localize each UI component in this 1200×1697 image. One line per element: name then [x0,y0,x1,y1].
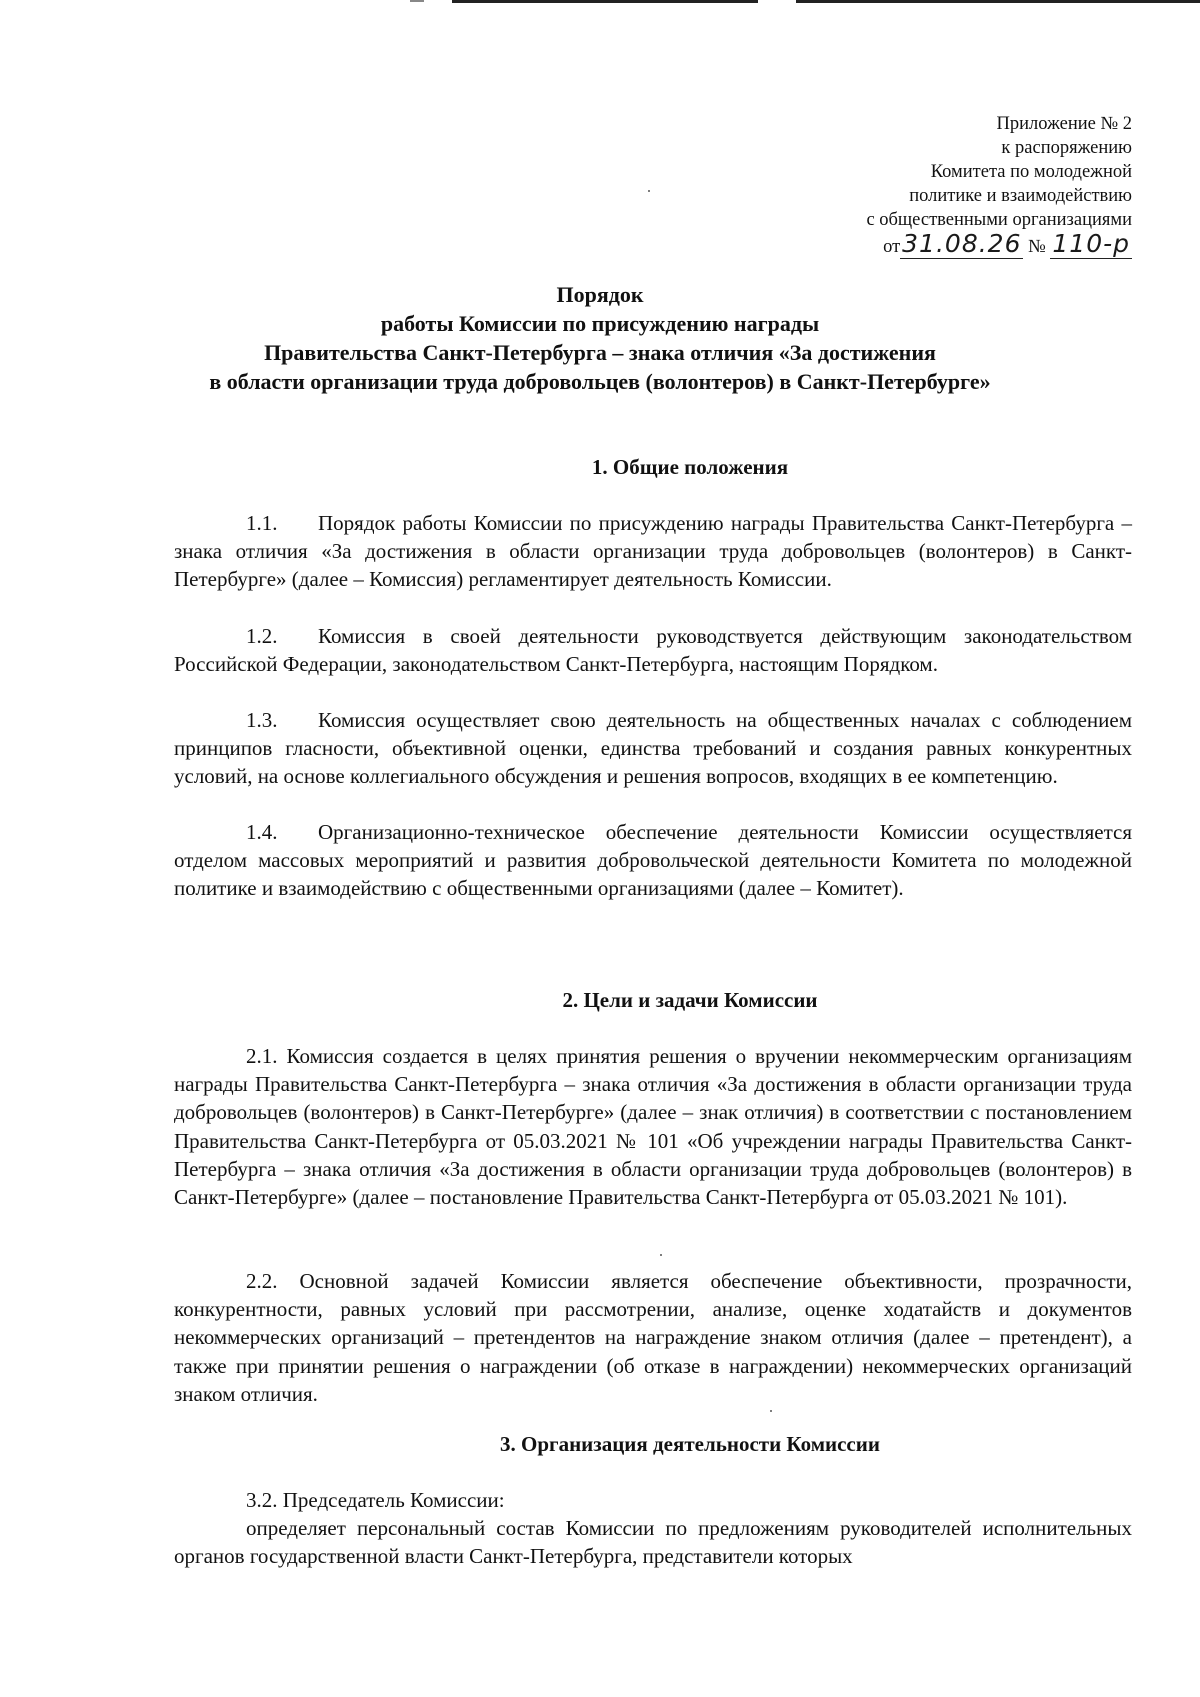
title-line: Порядок [556,282,644,307]
paragraph-1-4 [174,818,1132,903]
paragraph-text: Комиссия осуществляет свою деятельность на общественных началах с соблюдением принципов гласности, объективной оценки, единства требований и создания равных конкурентных условий, на основе коллегиального обсуждения и решения вопросов, входящих в ее компетенцию. [174,708,1132,789]
date-prefix: от [883,237,901,257]
attachment-line: политике и взаимодействию [909,186,1132,206]
paragraph-number: 1.3. [246,708,278,732]
paragraph-number: 1.4. [246,820,278,844]
title-line: Правительства Санкт-Петербурга – знака отличия «За достижения [264,340,936,365]
attachment-date-number [883,229,1132,259]
paragraph-number: 1.2. [246,624,278,648]
scan-artifact [410,0,424,2]
paragraph-1-1 [174,509,1132,594]
handwritten-date: 31.08.26 [902,229,1022,258]
scan-artifact [452,0,758,3]
section-heading: 1. Общие положения [591,455,789,479]
paragraph-text: Комиссия в своей деятельности руководствуется действующим законодательством Российской Федерации, законодательством Санкт-Петербурга, настоящим Порядком. [174,624,1132,677]
handwritten-number: 110-р [1052,229,1130,258]
paragraph-text: Порядок работы Комиссии по присуждению награды Правительства Санкт-Петербурга – знака отличия «За достижения в области организации труда добровольцев (волонтеров) в Санкт-Петербурге» (далее – Комиссия) регламентирует деятельность Комиссии. [174,511,1132,592]
document-title [0,280,1200,396]
section-heading: 2. Цели и задачи Комиссии [562,988,818,1012]
paragraph-1-2 [174,622,1132,678]
paragraph-number: 1.1. [246,511,278,535]
attachment-line: Приложение № 2 [996,114,1132,134]
scan-speck [660,1254,662,1256]
attachment-line: с общественными организациями [866,210,1132,230]
scan-speck [648,190,650,192]
scan-artifact [796,0,1200,3]
paragraph-2-2: 2.2. Основной задачей Комиссии является обеспечение объективности, прозрачности, конкурентности, равных условий при рассмотрении, анализе, оценке ходатайств и документов некоммерческих организаций – претендентов на награждение знаком отличия (далее – претендент), а также при принятии решения о награждении (об отказе в награждении) некоммерческих организаций знаком отличия. [174,1269,1132,1406]
attachment-header [866,112,1132,259]
paragraph-1-3 [174,706,1132,791]
paragraph-2-1: 2.1. Комиссия создается в целях принятия решения о вручении некоммерческим организациям награды Правительства Санкт-Петербурга – знака отличия «За достижения в области организации труда добровольцев (волонтеров) в Санкт-Петербурге» (далее – знак отличия) в соответствии с постановлением Правительства Санкт-Петербурга от 05.03.2021 № 101 «Об учреждении награды Правительства Санкт-Петербурга – знака отличия «За достижения в области организации труда добровольцев (волонтеров) в Санкт-Петербурге» (далее – постановление Правительства Санкт-Петербурга от 05.03.2021 № 101). [174,1044,1132,1210]
scan-speck [770,1410,772,1412]
paragraph-3-2-text: определяет персональный состав Комиссии по предложениям руководителей исполнительных органов государственной власти Санкт-Петербурга, представители которых [174,1516,1132,1569]
title-line: работы Комиссии по присуждению награды [380,311,820,336]
paragraph-text: Организационно-техническое обеспечение деятельности Комиссии осуществляется отделом массовых мероприятий и развития добровольческой деятельности Комитета по молодежной политике и взаимодействию с общественными организациями (далее – Комитет). [174,820,1132,901]
attachment-line: Комитета по молодежной [930,162,1132,182]
paragraph-3-2: 3.2. Председатель Комиссии: [246,1488,505,1512]
number-prefix: № [1028,237,1046,257]
section-heading: 3. Организация деятельности Комиссии [500,1432,880,1456]
title-line: в области организации труда добровольцев (волонтеров) в Санкт-Петербурге» [209,369,991,394]
attachment-line: к распоряжению [1001,138,1132,158]
